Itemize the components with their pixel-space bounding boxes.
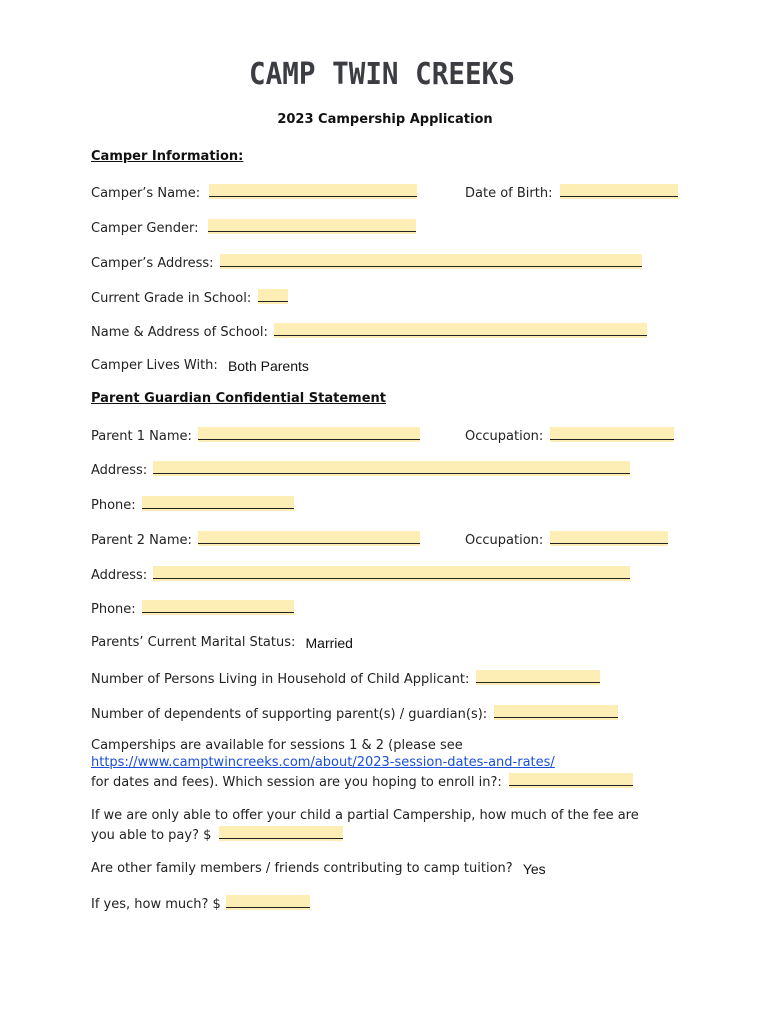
parent1-address-label: Address: — [91, 463, 148, 478]
parent2-address-field[interactable] — [153, 566, 630, 581]
lives-with-value[interactable]: Both Parents — [227, 358, 309, 374]
dob-field[interactable] — [560, 184, 678, 199]
parent1-phone-field[interactable] — [142, 496, 294, 511]
household-label: Number of Persons Living in Household of Child Applicant: — [91, 672, 470, 687]
parent2-occupation-field[interactable] — [550, 531, 668, 546]
parent1-occupation-field[interactable] — [550, 427, 674, 442]
contrib-value[interactable]: Yes — [522, 861, 546, 877]
session-question-row — [91, 771, 633, 791]
camper-gender-label: Camper Gender: — [91, 221, 199, 236]
camper-address-label: Camper’s Address: — [91, 256, 214, 271]
parent2-name-label: Parent 2 Name: — [91, 533, 192, 548]
parent2-phone-field[interactable] — [142, 600, 294, 615]
page-title: 2023 Campership Application — [277, 112, 493, 127]
household-row — [91, 668, 600, 688]
session-intro: Camperships are available for sessions 1 & 2 (please see — [91, 738, 463, 753]
camper-address-field[interactable] — [220, 254, 642, 269]
dependents-row — [91, 703, 618, 723]
parent2-phone-row — [91, 598, 294, 618]
marital-row — [91, 633, 353, 651]
contrib-amount-row — [91, 893, 310, 913]
grade-row — [91, 287, 288, 307]
parent2-name-field[interactable] — [198, 531, 420, 546]
partial-amount-field[interactable] — [219, 826, 343, 841]
school-row — [91, 321, 647, 341]
parent2-phone-label: Phone: — [91, 602, 136, 617]
camp-logo — [243, 52, 533, 96]
contrib-amount-field[interactable] — [226, 895, 310, 910]
parent-section-title: Parent Guardian Confidential Statement — [91, 391, 386, 406]
parent1-address-field[interactable] — [153, 461, 630, 476]
school-label: Name & Address of School: — [91, 325, 268, 340]
contrib-question: Are other family members / friends contributing to camp tuition? — [91, 861, 513, 876]
dob-label: Date of Birth: — [465, 186, 553, 201]
parent1-address-row — [91, 459, 630, 479]
marital-value[interactable]: Married — [305, 635, 353, 651]
school-field[interactable] — [274, 323, 647, 338]
parent1-phone-row — [91, 494, 294, 514]
marital-label: Parents’ Current Marital Status: — [91, 635, 296, 650]
grade-field[interactable] — [258, 289, 288, 304]
lives-with-label: Camper Lives With: — [91, 358, 218, 373]
session-question: for dates and fees). Which session are you hoping to enroll in?: — [91, 775, 502, 790]
camper-address-row — [91, 252, 642, 272]
parent1-name-field[interactable] — [198, 427, 420, 442]
contrib-row — [91, 859, 546, 877]
parent1-name-row — [91, 425, 420, 445]
camper-section-title: Camper Information: — [91, 149, 244, 164]
parent1-name-label: Parent 1 Name: — [91, 429, 192, 444]
partial-question-row — [91, 824, 343, 844]
household-field[interactable] — [476, 670, 600, 685]
parent2-name-row — [91, 529, 420, 549]
parent2-occupation-label: Occupation: — [465, 533, 544, 548]
session-field[interactable] — [509, 773, 633, 788]
partial-question-line1: If we are only able to offer your child a partial Campership, how much of the fee are — [91, 808, 639, 823]
dob-row — [465, 182, 678, 202]
session-dates-link[interactable]: https://www.camptwincreeks.com/about/2023-session-dates-and-rates/ — [91, 755, 555, 770]
parent2-occupation-row — [465, 529, 668, 549]
camper-gender-row — [91, 217, 416, 237]
camper-name-label: Camper’s Name: — [91, 186, 201, 201]
lives-with-row — [91, 356, 309, 374]
dependents-field[interactable] — [494, 705, 618, 720]
camper-name-row — [91, 182, 417, 202]
parent2-address-label: Address: — [91, 568, 148, 583]
partial-question-line2: you able to pay? $ — [91, 828, 212, 843]
grade-label: Current Grade in School: — [91, 291, 252, 306]
parent1-phone-label: Phone: — [91, 498, 136, 513]
camper-name-field[interactable] — [209, 184, 417, 199]
parent1-occupation-label: Occupation: — [465, 429, 544, 444]
parent1-occupation-row — [465, 425, 674, 445]
contrib-amount-label: If yes, how much? $ — [91, 897, 221, 912]
parent2-address-row — [91, 564, 630, 584]
dependents-label: Number of dependents of supporting parent(s) / guardian(s): — [91, 707, 488, 722]
session-link-row — [91, 754, 555, 771]
logo-text: CAMP TWIN CREEKS — [249, 56, 515, 92]
camper-gender-field[interactable] — [208, 219, 416, 234]
